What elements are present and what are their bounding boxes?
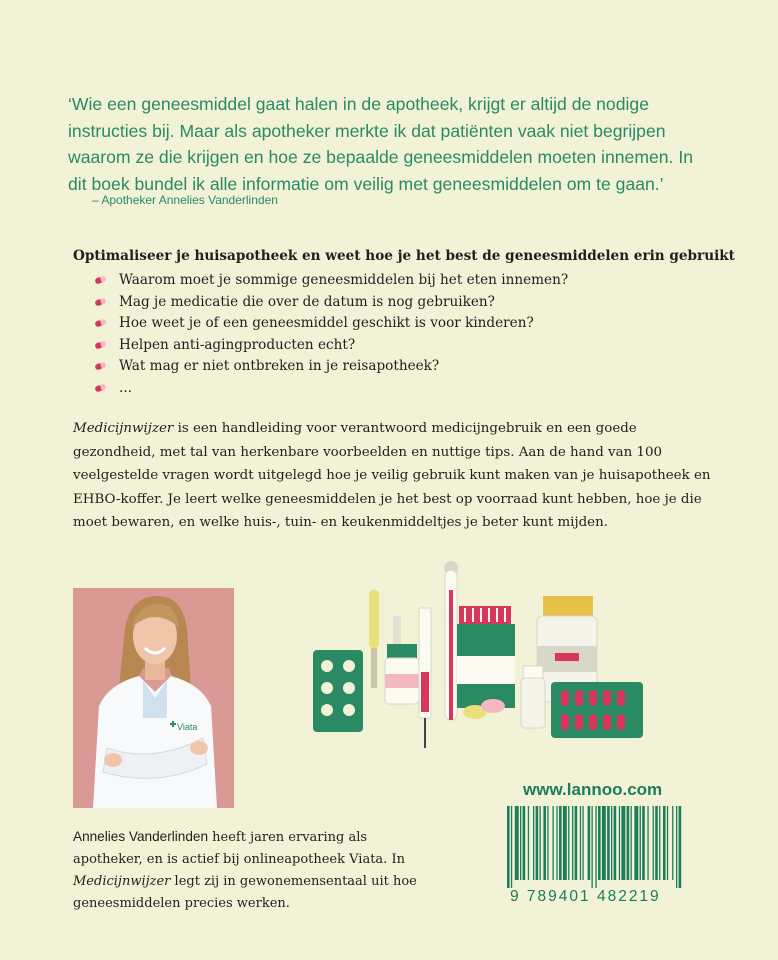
- pill-bullet-icon: [94, 383, 106, 392]
- list-item: ...: [95, 378, 568, 400]
- book-description: Medicijnwijzer is een handleiding voor verantwoord medicijngebruik en een goede gezondheid, met tal van herkenbare voorbeelden en nuttige tips. Aan de hand van 100 veelgestelde vragen wordt uitgelegd hoe je veilig gebruik kunt maken van je huisapotheek en EHBO-koffer. Je leert welke geneesmiddelen je het best op voorraad kunt hebben, hoe je die moet bewaren, en welke huis-, tuin- en keukenmiddeltjes je beter kunt mijden.: [73, 421, 711, 531]
- medicine-illustration: [305, 560, 650, 760]
- list-item: Helpen anti-agingproducten echt?: [95, 335, 568, 357]
- author-bio: Annelies Vanderlinden heeft jaren ervaring als apotheker, en is actief bij onlineapotheek Viata. In Medicijnwijzer legt zij in gewonemensentaal uit hoe geneesmiddelen precies werken.: [73, 829, 417, 911]
- list-item: Waarom moet je sommige geneesmiddelen bij het eten innemen?: [95, 270, 568, 292]
- author-name: Annelies Vanderlinden: [73, 829, 209, 844]
- isbn-number: 9 789401 482219: [510, 888, 661, 905]
- dropper-bottle: [385, 616, 419, 704]
- question-list: [95, 270, 568, 400]
- pill-bullet-icon: [94, 297, 106, 306]
- vial: [521, 666, 545, 728]
- pipette: [369, 590, 379, 688]
- quote-text: ‘Wie een geneesmiddel gaat halen in de apotheek, krijgt er altijd de nodige instructies bij. Maar als apotheker merkte ik dat patiënten vaak niet begrijpen waarom ze die krijgen en hoe ze bepaalde geneesmiddelen moeten innemen. In dit boek bundel ik alle informatie om veilig met geneesmiddelen om te gaan.’: [68, 94, 693, 194]
- list-item: Mag je medicatie die over de datum is nog gebruiken?: [95, 292, 568, 314]
- thermometer: [444, 561, 458, 720]
- blister-pack-right: [551, 682, 643, 738]
- list-item: Hoe weet je of een geneesmiddel geschikt is voor kinderen?: [95, 313, 568, 335]
- pill-bullet-icon: [94, 319, 106, 328]
- pill-bullet-icon: [94, 362, 106, 371]
- viata-logo: Viata: [177, 722, 198, 732]
- book-title-italic: Medicijnwijzer: [73, 874, 171, 889]
- pill-bullet-icon: [94, 275, 106, 284]
- author-photo: [73, 588, 234, 808]
- publisher-website: www.lannoo.com: [523, 780, 663, 799]
- syringe: [419, 608, 431, 748]
- blister-pack-left: [313, 650, 363, 732]
- isbn-barcode: [505, 806, 683, 888]
- medicine-box: [457, 606, 515, 719]
- list-item: Wat mag er niet ontbreken in je reisapotheek?: [95, 356, 568, 378]
- pill-bullet-icon: [94, 340, 106, 349]
- section-heading: Optimaliseer je huisapotheek en weet hoe je het best de geneesmiddelen erin gebruikt: [73, 248, 735, 264]
- back-cover-quote: [68, 91, 708, 197]
- book-title-italic: Medicijnwijzer: [73, 421, 174, 436]
- quote-author: – Apotheker Annelies Vanderlinden: [92, 193, 278, 207]
